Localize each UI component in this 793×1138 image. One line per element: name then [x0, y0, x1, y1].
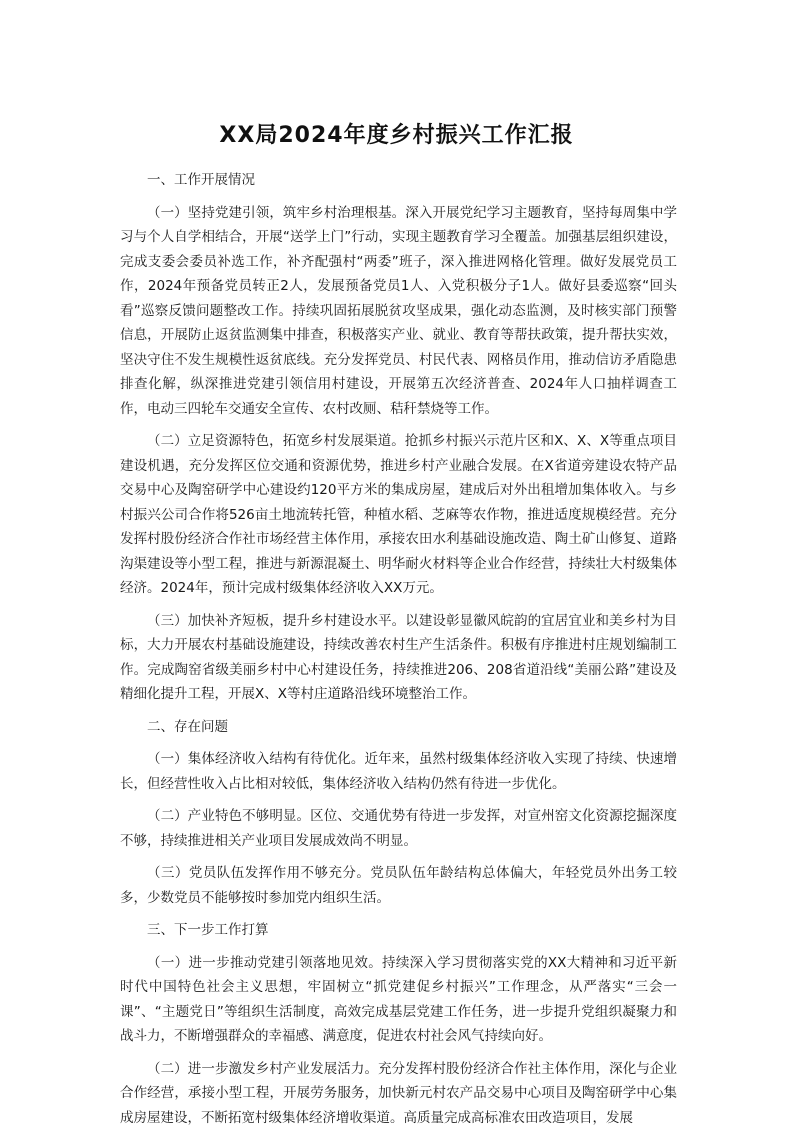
document-title: XX局2024年度乡村振兴工作汇报	[219, 123, 574, 148]
section-heading: 一、工作开展情况	[147, 172, 255, 188]
paragraph: （二）立足资源特色，拓宽乡村发展渠道。抢抓乡村振兴示范片区和X、X、X等重点项目建设机遇，充分发挥区位交通和资源优势，推进乡村产业融合发展。在X省道旁建设农特产品交易中心及陶窑研学中心建设约120平方米的集成房屋，建成后对外出租增加集体收入。与乡村振兴公司合作将526亩土地流转托管，种植水稻、芝麻等农作物，推进适度规模经营。充分发挥村股份经济合作社市场经营主体作用，承接农田水利基础设施改造、陶土矿山修复、道路沟渠建设等小型工程，推进与新源混凝土、明华耐火材料等企业合作经营，持续壮大村级集体经济。2024年，预计完成村级集体经济收入XX万元。	[120, 433, 677, 596]
paragraph: （一）进一步推动党建引领落地见效。持续深入学习贯彻落实党的XX大精神和习近平新时代中国特色社会主义思想，牢固树立“抓党建促乡村振兴”工作理念，从严落实“三会一课”、“主题党日”等组织生活制度，高效完成基层党建工作任务，进一步提升党组织凝聚力和战斗力，不断增强群众的幸福感、满意度，促进农村社会风气持续向好。	[120, 954, 677, 1044]
document-body	[120, 168, 677, 1138]
section-heading: 三、下一步工作打算	[147, 922, 269, 938]
section-heading: 二、存在问题	[147, 718, 228, 735]
paragraph: （二）进一步激发乡村产业发展活力。充分发挥村股份经济合作社主体作用，深化与企业合作经营，承接小型工程，开展劳务服务，加快新元村农产品交易中心项目及陶窑研学中心集成房屋建设，不断拓宽村级集体经济增收渠道。高质量完成高标准农田改造项目，发展	[120, 1060, 677, 1126]
paragraph: （一）坚持党建引领，筑牢乡村治理根基。深入开展党纪学习主题教育，坚持每周集中学习与个人自学相结合，开展“送学上门”行动，实现主题教育学习全覆盖。加强基层组织建设，完成支委会委员补选工作，补齐配强村“两委”班子，深入推进网格化管理。做好发展党员工作，2024年预备党员转正2人，发展预备党员1人、入党积极分子1人。做好县委巡察“回头看”巡察反馈问题整改工作。持续巩固拓展脱贫攻坚成果，强化动态监测，及时核实部门预警信息，开展防止返贫监测集中排查，积极落实产业、就业、教育等帮扶政策，提升帮扶实效，坚决守住不发生规模性返贫底线。充分发挥党员、村民代表、网格员作用，推动信访矛盾隐患排查化解，纵深推进党建引领信用村建设，开展第五次经济普查、2024年人口抽样调查工作，电动三四轮车交通安全宣传、农村改厕、秸秆禁烧等工作。	[120, 204, 677, 417]
paragraph: （二）产业特色不够明显。区位、交通优势有待进一步发挥，对宣州窑文化资源挖掘深度不够，持续推进相关产业项目发展成效尚不明显。	[120, 808, 677, 849]
paragraph: （一）集体经济收入结构有待优化。近年来，虽然村级集体经济收入实现了持续、快速增长，但经营性收入占比相对较低，集体经济收入结构仍然有待进一步优化。	[120, 751, 677, 792]
paragraph: （三）加快补齐短板，提升乡村建设水平。以建设彰显徽风皖韵的宜居宜业和美乡村为目标，大力开展农村基础设施建设，持续改善农村生产生活条件。积极有序推进村庄规划编制工作。完成陶窑省级美丽乡村中心村建设任务，持续推进206、208省道沿线“美丽公路”建设及精细化提升工程，开展X、X等村庄道路沿线环境整治工作。	[120, 612, 677, 702]
paragraph: （三）党员队伍发挥作用不够充分。党员队伍年龄结构总体偏大，年轻党员外出务工较多，少数党员不能够按时参加党内组织生活。	[120, 865, 677, 906]
